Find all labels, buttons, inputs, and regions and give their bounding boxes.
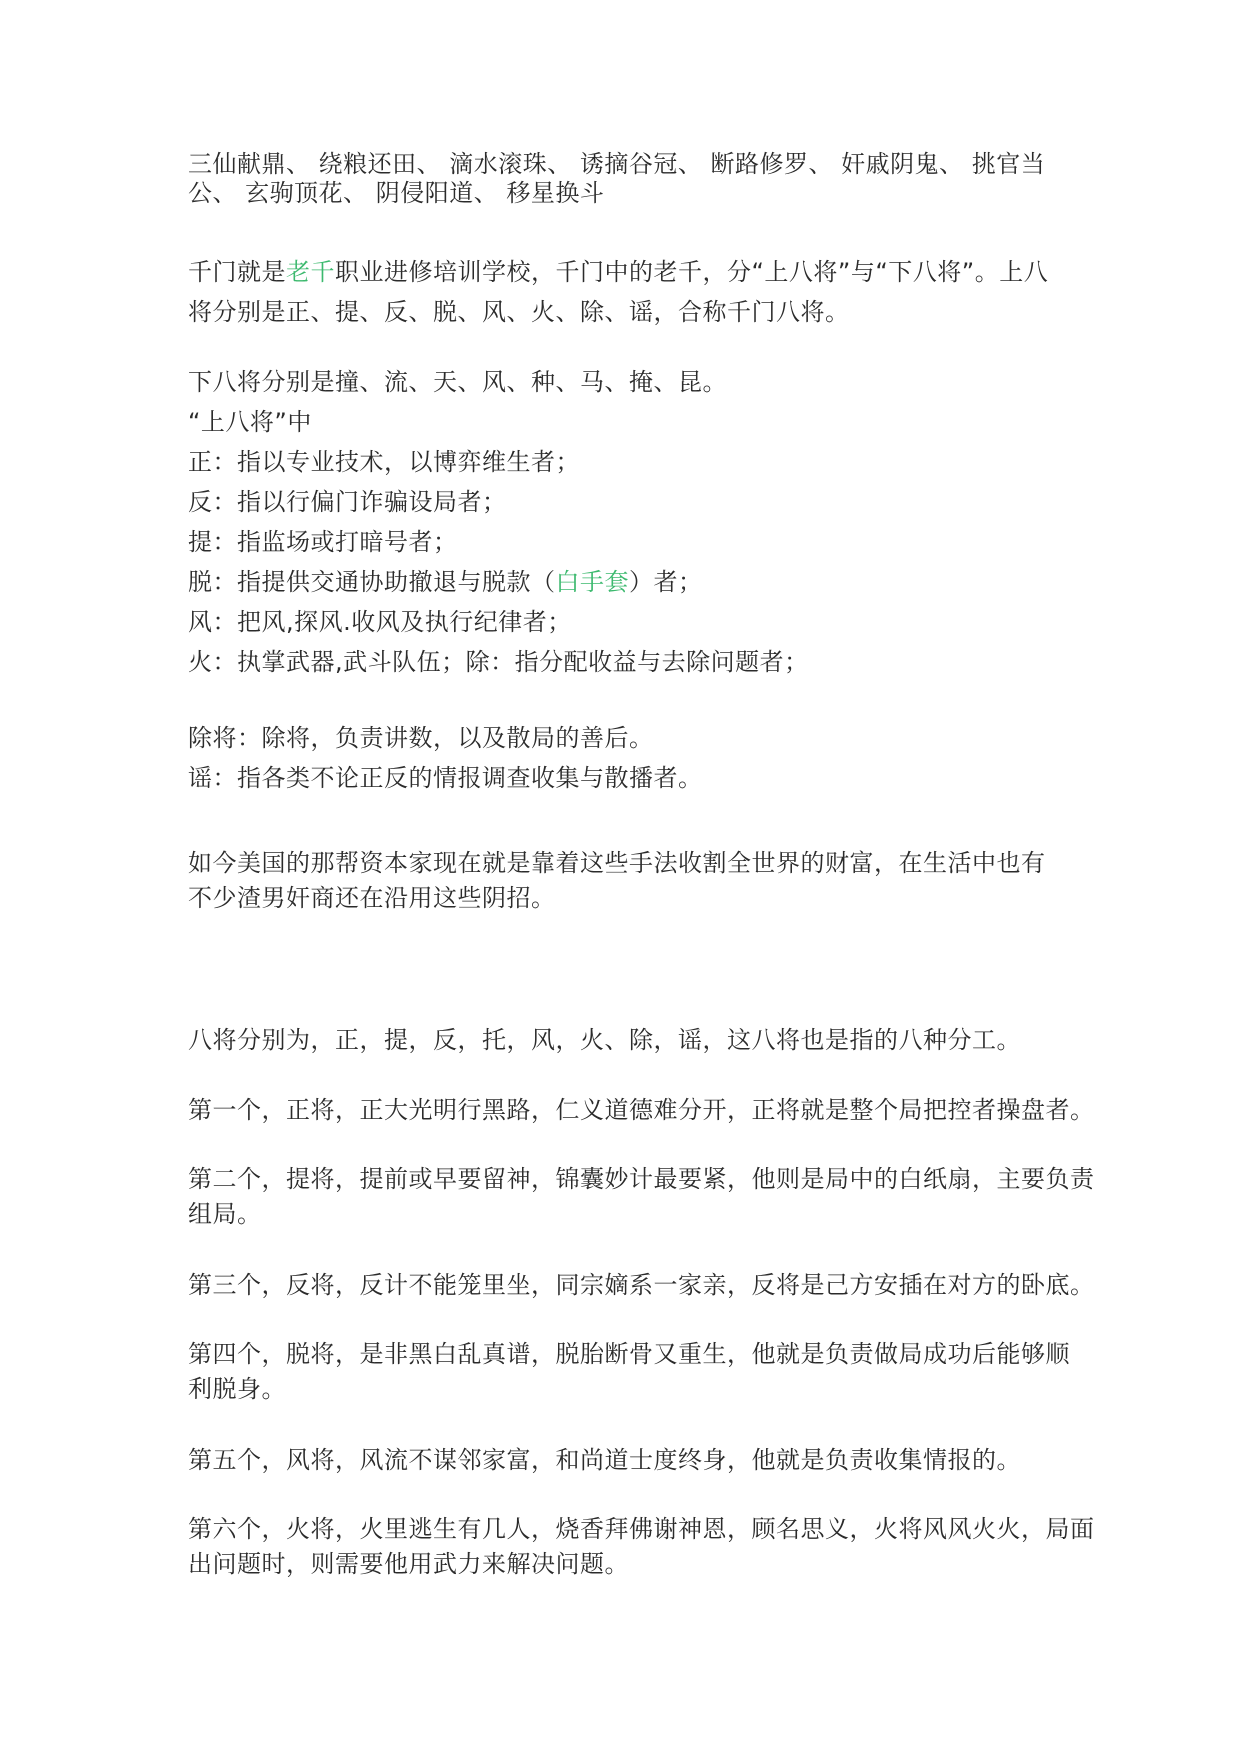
second-general-paragraph	[188, 1162, 1095, 1232]
tricks-line-2: 公、 玄驹顶花、 阴侵阳道、 移星换斗	[188, 179, 605, 207]
tuo-text-start: 脱：指提供交通协助撤退与脱款（	[188, 568, 556, 596]
qianmen-intro-text-end: 职业进修培训学校，千门中的老千，分“上八将”与“下八将”。上八	[335, 258, 1049, 286]
first-general-text: 第一个，正将，正大光明行黑路，仁义道德难分开，正将就是整个局把控者操盘者。	[188, 1096, 1095, 1124]
sixth-general-paragraph	[188, 1512, 1095, 1582]
tuo-line	[188, 562, 1058, 602]
second-general-line-1: 第二个，提将，提前或早要留神，锦囊妙计最要紧，他则是局中的白纸扇，主要负责	[188, 1165, 1095, 1193]
sixth-general-line-1: 第六个，火将，火里逃生有几人，烧香拜佛谢神恩，顾名思义，火将风风火火，局面	[188, 1515, 1095, 1543]
sixth-general-line-2: 出问题时，则需要他用武力来解决问题。	[188, 1550, 629, 1578]
first-general-paragraph	[188, 1092, 1095, 1128]
lower-eight-line: 下八将分别是撞、流、天、风、种、马、掩、昆。	[188, 368, 727, 396]
eight-generals-summary-text: 八将分别为，正，提，反，托，风，火、除，谣，这八将也是指的八种分工。	[188, 1026, 1021, 1054]
qianmen-intro-line-2: 将分别是正、提、反、脱、风、火、除、谣，合称千门八将。	[188, 298, 850, 326]
fourth-general-line-2: 利脱身。	[188, 1375, 286, 1403]
generals-list	[188, 362, 1058, 682]
generals-list-continued	[188, 718, 1058, 798]
qianmen-intro-paragraph	[188, 252, 1058, 332]
modern-note-line-1: 如今美国的那帮资本家现在就是靠着这些手法收割全世界的财富，在生活中也有	[188, 849, 1046, 877]
fourth-general-line-1: 第四个，脱将，是非黑白乱真谱，脱胎断骨又重生，他就是负责做局成功后能够顺	[188, 1340, 1070, 1368]
third-general-text: 第三个，反将，反计不能笼里坐，同宗嫡系一家亲，反将是己方安插在对方的卧底。	[188, 1271, 1095, 1299]
qianmen-intro-text-start: 千门就是	[188, 258, 286, 286]
eight-generals-summary	[188, 1022, 1058, 1058]
fifth-general-text: 第五个，风将，风流不谋邻家富，和尚道士度终身，他就是负责收集情报的。	[188, 1446, 1021, 1474]
huo-chu-line: 火：执掌武器,武斗队伍；除：指分配收益与去除问题者；	[188, 648, 809, 676]
modern-note-paragraph	[188, 846, 1058, 916]
qianmen-intro-line-1	[188, 252, 1058, 292]
baishoutao-link[interactable]: 白手套	[555, 568, 629, 596]
laoqian-link[interactable]: 老千	[286, 258, 335, 286]
modern-note-line-2: 不少渣男奸商还在沿用这些阴招。	[188, 884, 556, 912]
fan-line: 反：指以行偏门诈骗设局者；	[188, 488, 507, 516]
ti-line: 提：指监场或打暗号者；	[188, 528, 458, 556]
feng-line: 风：把风,探风.收风及执行纪律者；	[188, 608, 572, 636]
tricks-line-1: 三仙献鼎、 绕粮还田、 滴水滚珠、 诱摘谷冠、 断路修罗、 奸戚阴鬼、 挑官当	[188, 150, 1046, 178]
third-general-paragraph	[188, 1267, 1095, 1303]
tuo-text-end: ）者；	[629, 568, 703, 596]
fourth-general-paragraph	[188, 1337, 1070, 1407]
yao-line: 谣：指各类不论正反的情报调查收集与散播者。	[188, 764, 703, 792]
zheng-line: 正：指以专业技术，以博弈维生者；	[188, 448, 580, 476]
tricks-paragraph	[188, 150, 1058, 208]
fifth-general-paragraph	[188, 1442, 1058, 1478]
upper-eight-heading: “上八将”中	[188, 408, 312, 436]
chu-line: 除将：除将，负责讲数，以及散局的善后。	[188, 724, 654, 752]
second-general-line-2: 组局。	[188, 1200, 262, 1228]
